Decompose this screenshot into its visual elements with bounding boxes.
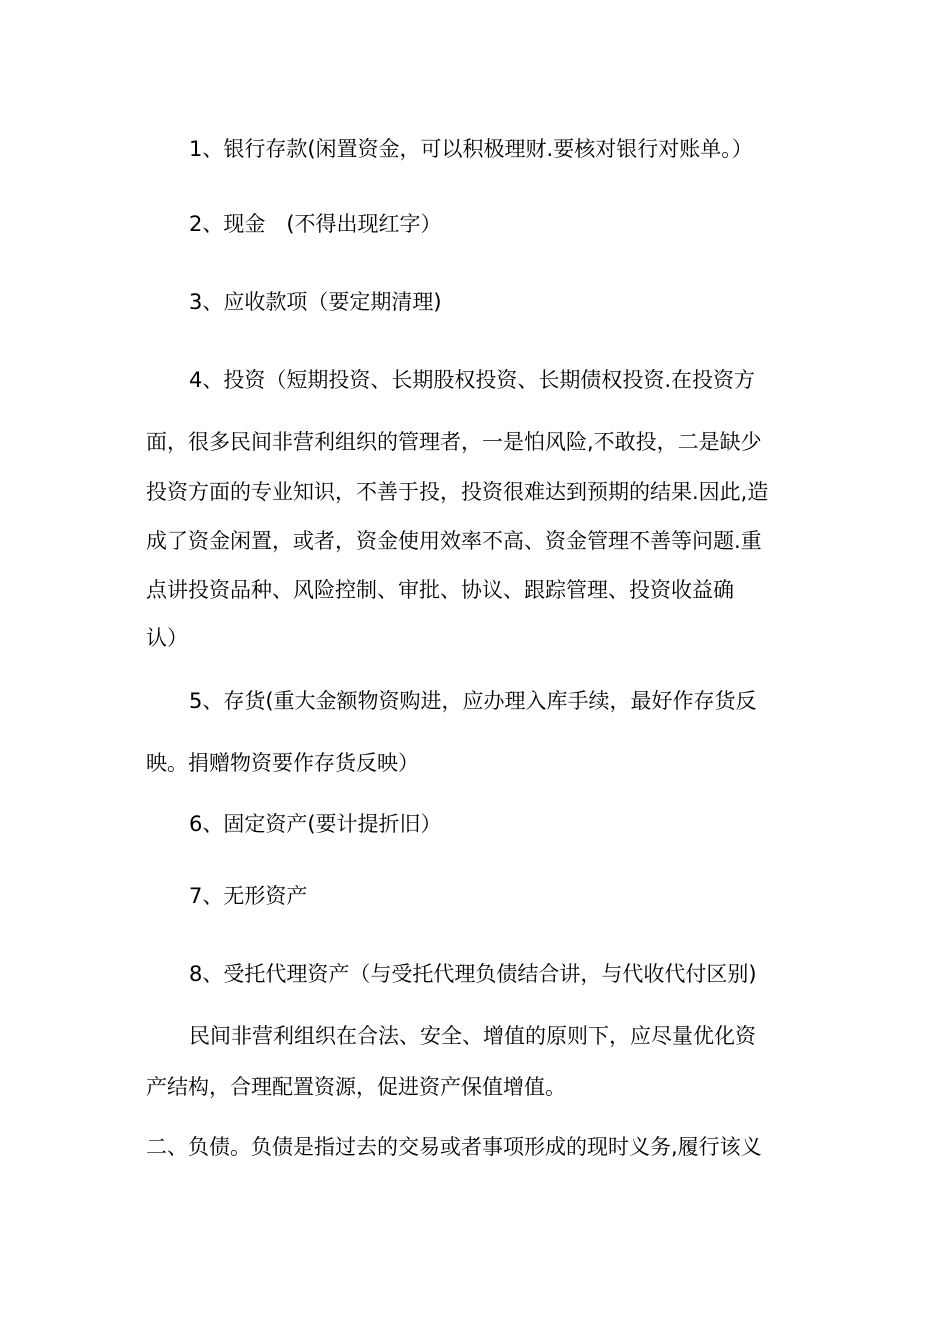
item-4-investments-line-1: 4、投资（短期投资、长期股权投资、长期债权投资.在投资方 — [189, 368, 756, 392]
item-5-inventory-line-1: 5、存货(重大金额物资购进，应办理入库手续，最好作存货反 — [189, 689, 757, 713]
summary-paragraph-line-2: 产结构，合理配置资源，促进资产保值增值。 — [146, 1075, 566, 1099]
item-7-intangible-assets: 7、无形资产 — [189, 884, 308, 908]
item-4-investments-line-2: 面，很多民间非营利组织的管理者，一是怕风险,不敢投，二是缺少 — [146, 430, 762, 454]
section-2-liabilities-heading: 二、负债。负债是指过去的交易或者事项形成的现时义务,履行该义 — [146, 1135, 762, 1159]
item-2-cash: 2、现金 (不得出现红字） — [189, 212, 442, 236]
item-5-inventory-line-2: 映。捐赠物资要作存货反映） — [146, 751, 419, 775]
summary-paragraph-line-1: 民间非营利组织在合法、安全、增值的原则下，应尽量优化资 — [189, 1024, 756, 1048]
item-4-investments-line-6: 认） — [146, 626, 188, 650]
item-1-bank-deposits: 1、银行存款(闲置资金，可以积极理财.要核对银行对账单。） — [189, 137, 753, 161]
item-6-fixed-assets: 6、固定资产(要计提折旧） — [189, 812, 442, 836]
item-8-custodial-assets: 8、受托代理资产（与受托代理负债结合讲，与代收代付区别) — [189, 962, 757, 986]
item-4-investments-line-3: 投资方面的专业知识，不善于投，投资很难达到预期的结果.因此,造 — [146, 480, 769, 504]
item-4-investments-line-4: 成了资金闲置，或者，资金使用效率不高、资金管理不善等问题.重 — [146, 529, 762, 553]
item-3-receivables: 3、应收款项（要定期清理) — [189, 290, 442, 314]
item-4-investments-line-5: 点讲投资品种、风险控制、审批、协议、跟踪管理、投资收益确 — [146, 578, 734, 602]
